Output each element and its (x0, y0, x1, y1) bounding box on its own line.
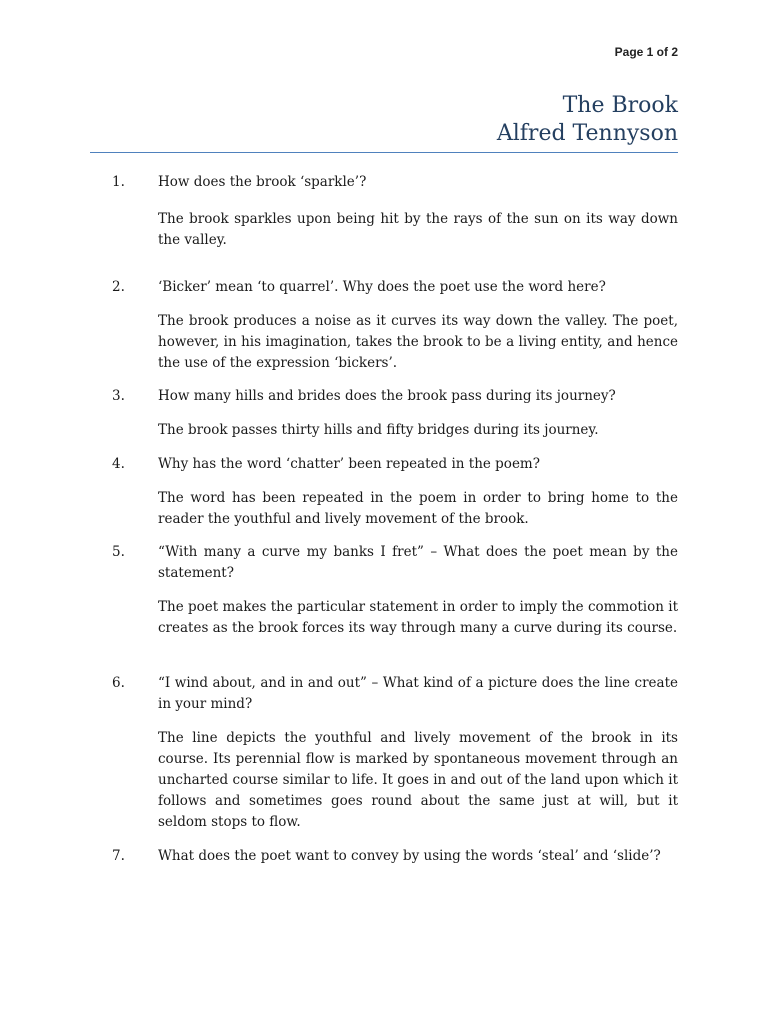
qa-item-3 (112, 386, 678, 441)
title-block (497, 92, 678, 148)
answer-text: The brook passes thirty hills and fifty bridges during its journey. (158, 422, 599, 438)
answer-text: The line depicts the youthful and lively movement of the brook in its course. Its perennial flow is marked by spontaneous movement through an uncharted course similar to life. It goes in and out of the land upon which it follows and sometimes goes round about the same just at will, but it seldom stops to flow. (158, 730, 678, 830)
answer-text: The poet makes the particular statement in order to imply the commotion it creates as the brook forces its way through many a curve during its course. (158, 599, 678, 636)
qa-item-5 (112, 542, 678, 639)
document-title: The Brook (562, 93, 678, 118)
document-author: Alfred Tennyson (496, 121, 678, 146)
item-number: 5. (112, 544, 125, 560)
qa-item-2 (112, 277, 678, 374)
question-text: “I wind about, and in and out” – What kind of a picture does the line create in your mind? (158, 675, 678, 712)
answer-text: The word has been repeated in the poem in order to bring home to the reader the youthful and lively movement of the brook. (158, 490, 678, 527)
question-text: What does the poet want to convey by using the words ‘steal’ and ‘slide’? (158, 848, 661, 864)
answer-text: The brook sparkles upon being hit by the rays of the sun on its way down the valley. (158, 211, 678, 248)
answer-text: The brook produces a noise as it curves its way down the valley. The poet, however, in his imagination, takes the brook to be a living entity, and hence the use of the expression ‘bickers’. (158, 313, 678, 371)
question-text: Why has the word ‘chatter’ been repeated in the poem? (158, 456, 540, 472)
item-number: 2. (112, 279, 125, 295)
item-number: 7. (112, 848, 125, 864)
question-text: ‘Bicker’ mean ‘to quarrel’. Why does the poet use the word here? (158, 279, 606, 295)
qa-item-6 (112, 673, 678, 833)
question-text: How does the brook ‘sparkle’? (158, 174, 367, 190)
qa-item-1 (112, 172, 678, 251)
question-text: “With many a curve my banks I fret” – What does the poet mean by the statement? (158, 544, 678, 581)
item-number: 6. (112, 675, 125, 691)
qa-item-4 (112, 454, 678, 530)
item-number: 4. (112, 456, 125, 472)
item-number: 1. (112, 174, 125, 190)
qa-item-7 (112, 846, 678, 867)
question-text: How many hills and brides does the brook pass during its journey? (158, 388, 616, 404)
title-rule (90, 152, 678, 153)
item-number: 3. (112, 388, 125, 404)
page-number: Page 1 of 2 (614, 45, 678, 59)
